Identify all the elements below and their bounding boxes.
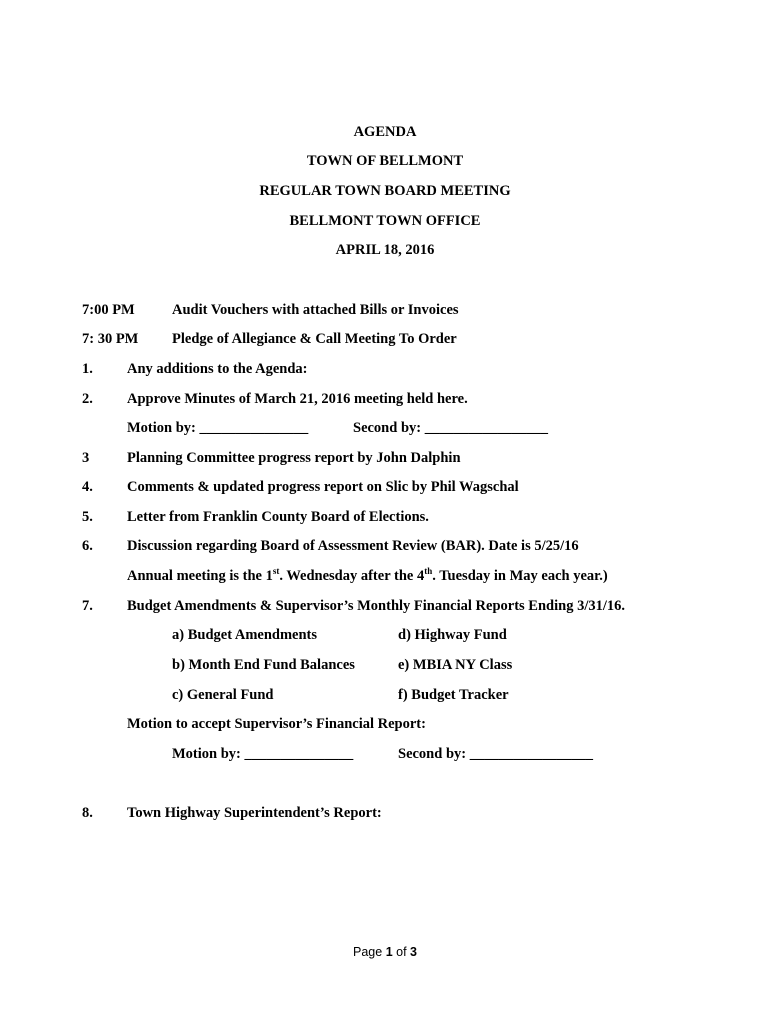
header-town: TOWN OF BELLMONT (306, 153, 464, 169)
time-1-text: Audit Vouchers with attached Bills or Invoices (172, 302, 459, 318)
item-7-text: Budget Amendments & Supervisor’s Monthly Financial Reports Ending 3/31/16. (127, 598, 626, 614)
ordinal-suffix-th: th (424, 566, 433, 577)
item-7-sub-c: c) General Fund (172, 687, 274, 703)
footer-page-word: Page (353, 945, 383, 959)
item-6-cont-part-2: . Wednesday after the 4 (279, 568, 425, 584)
item-2-second-by: Second by: _________________ (353, 420, 548, 436)
item-2-number: 2. (82, 391, 93, 407)
item-7-second-by: Second by: _________________ (398, 746, 593, 762)
ordinal-suffix-st: st (272, 566, 280, 577)
footer-of-word: of (396, 945, 407, 959)
item-3-number: 3 (82, 450, 90, 466)
footer-page-number: 1 (385, 945, 393, 959)
item-7-sub-d: d) Highway Fund (398, 627, 507, 643)
item-6-cont-part-1: Annual meeting is the 1 (127, 568, 273, 584)
item-7-sub-f: f) Budget Tracker (398, 687, 509, 703)
item-2-motion-by: Motion by: _______________ (127, 420, 309, 436)
item-8-text: Town Highway Superintendent’s Report: (127, 805, 382, 821)
time-2: 7: 30 PM (82, 331, 139, 347)
item-7-sub-a: a) Budget Amendments (172, 627, 318, 643)
item-7-sub-b: b) Month End Fund Balances (172, 657, 355, 673)
item-4-number: 4. (82, 479, 93, 495)
header-date: APRIL 18, 2016 (335, 242, 435, 258)
header-agenda: AGENDA (353, 124, 417, 140)
item-4-text: Comments & updated progress report on Slic by Phil Wagschal (127, 479, 519, 495)
item-7-accept-motion: Motion to accept Supervisor’s Financial Report: (127, 716, 426, 732)
time-1: 7:00 PM (82, 302, 135, 318)
item-7-motion-by: Motion by: _______________ (172, 746, 354, 762)
header-location: BELLMONT TOWN OFFICE (289, 213, 481, 229)
item-5-number: 5. (82, 509, 93, 525)
item-3-text: Planning Committee progress report by John Dalphin (127, 450, 461, 466)
item-6-cont-part-3: . Tuesday in May each year.) (432, 568, 608, 584)
item-7-sub-e: e) MBIA NY Class (398, 657, 513, 673)
item-5-text: Letter from Franklin County Board of Elections. (127, 509, 429, 525)
item-1-number: 1. (82, 361, 93, 377)
item-6-continuation (127, 567, 608, 585)
item-2-text: Approve Minutes of March 21, 2016 meeting held here. (127, 391, 468, 407)
item-7-number: 7. (82, 598, 93, 614)
item-1-text: Any additions to the Agenda: (127, 361, 308, 377)
item-6-number: 6. (82, 538, 93, 554)
item-6-text: Discussion regarding Board of Assessment Review (BAR). Date is 5/25/16 (127, 538, 579, 554)
time-2-text: Pledge of Allegiance & Call Meeting To Order (172, 331, 457, 347)
header-meeting-type: REGULAR TOWN BOARD MEETING (259, 183, 511, 199)
page-footer (0, 943, 770, 961)
footer-page-total: 3 (410, 945, 417, 959)
item-8-number: 8. (82, 805, 93, 821)
